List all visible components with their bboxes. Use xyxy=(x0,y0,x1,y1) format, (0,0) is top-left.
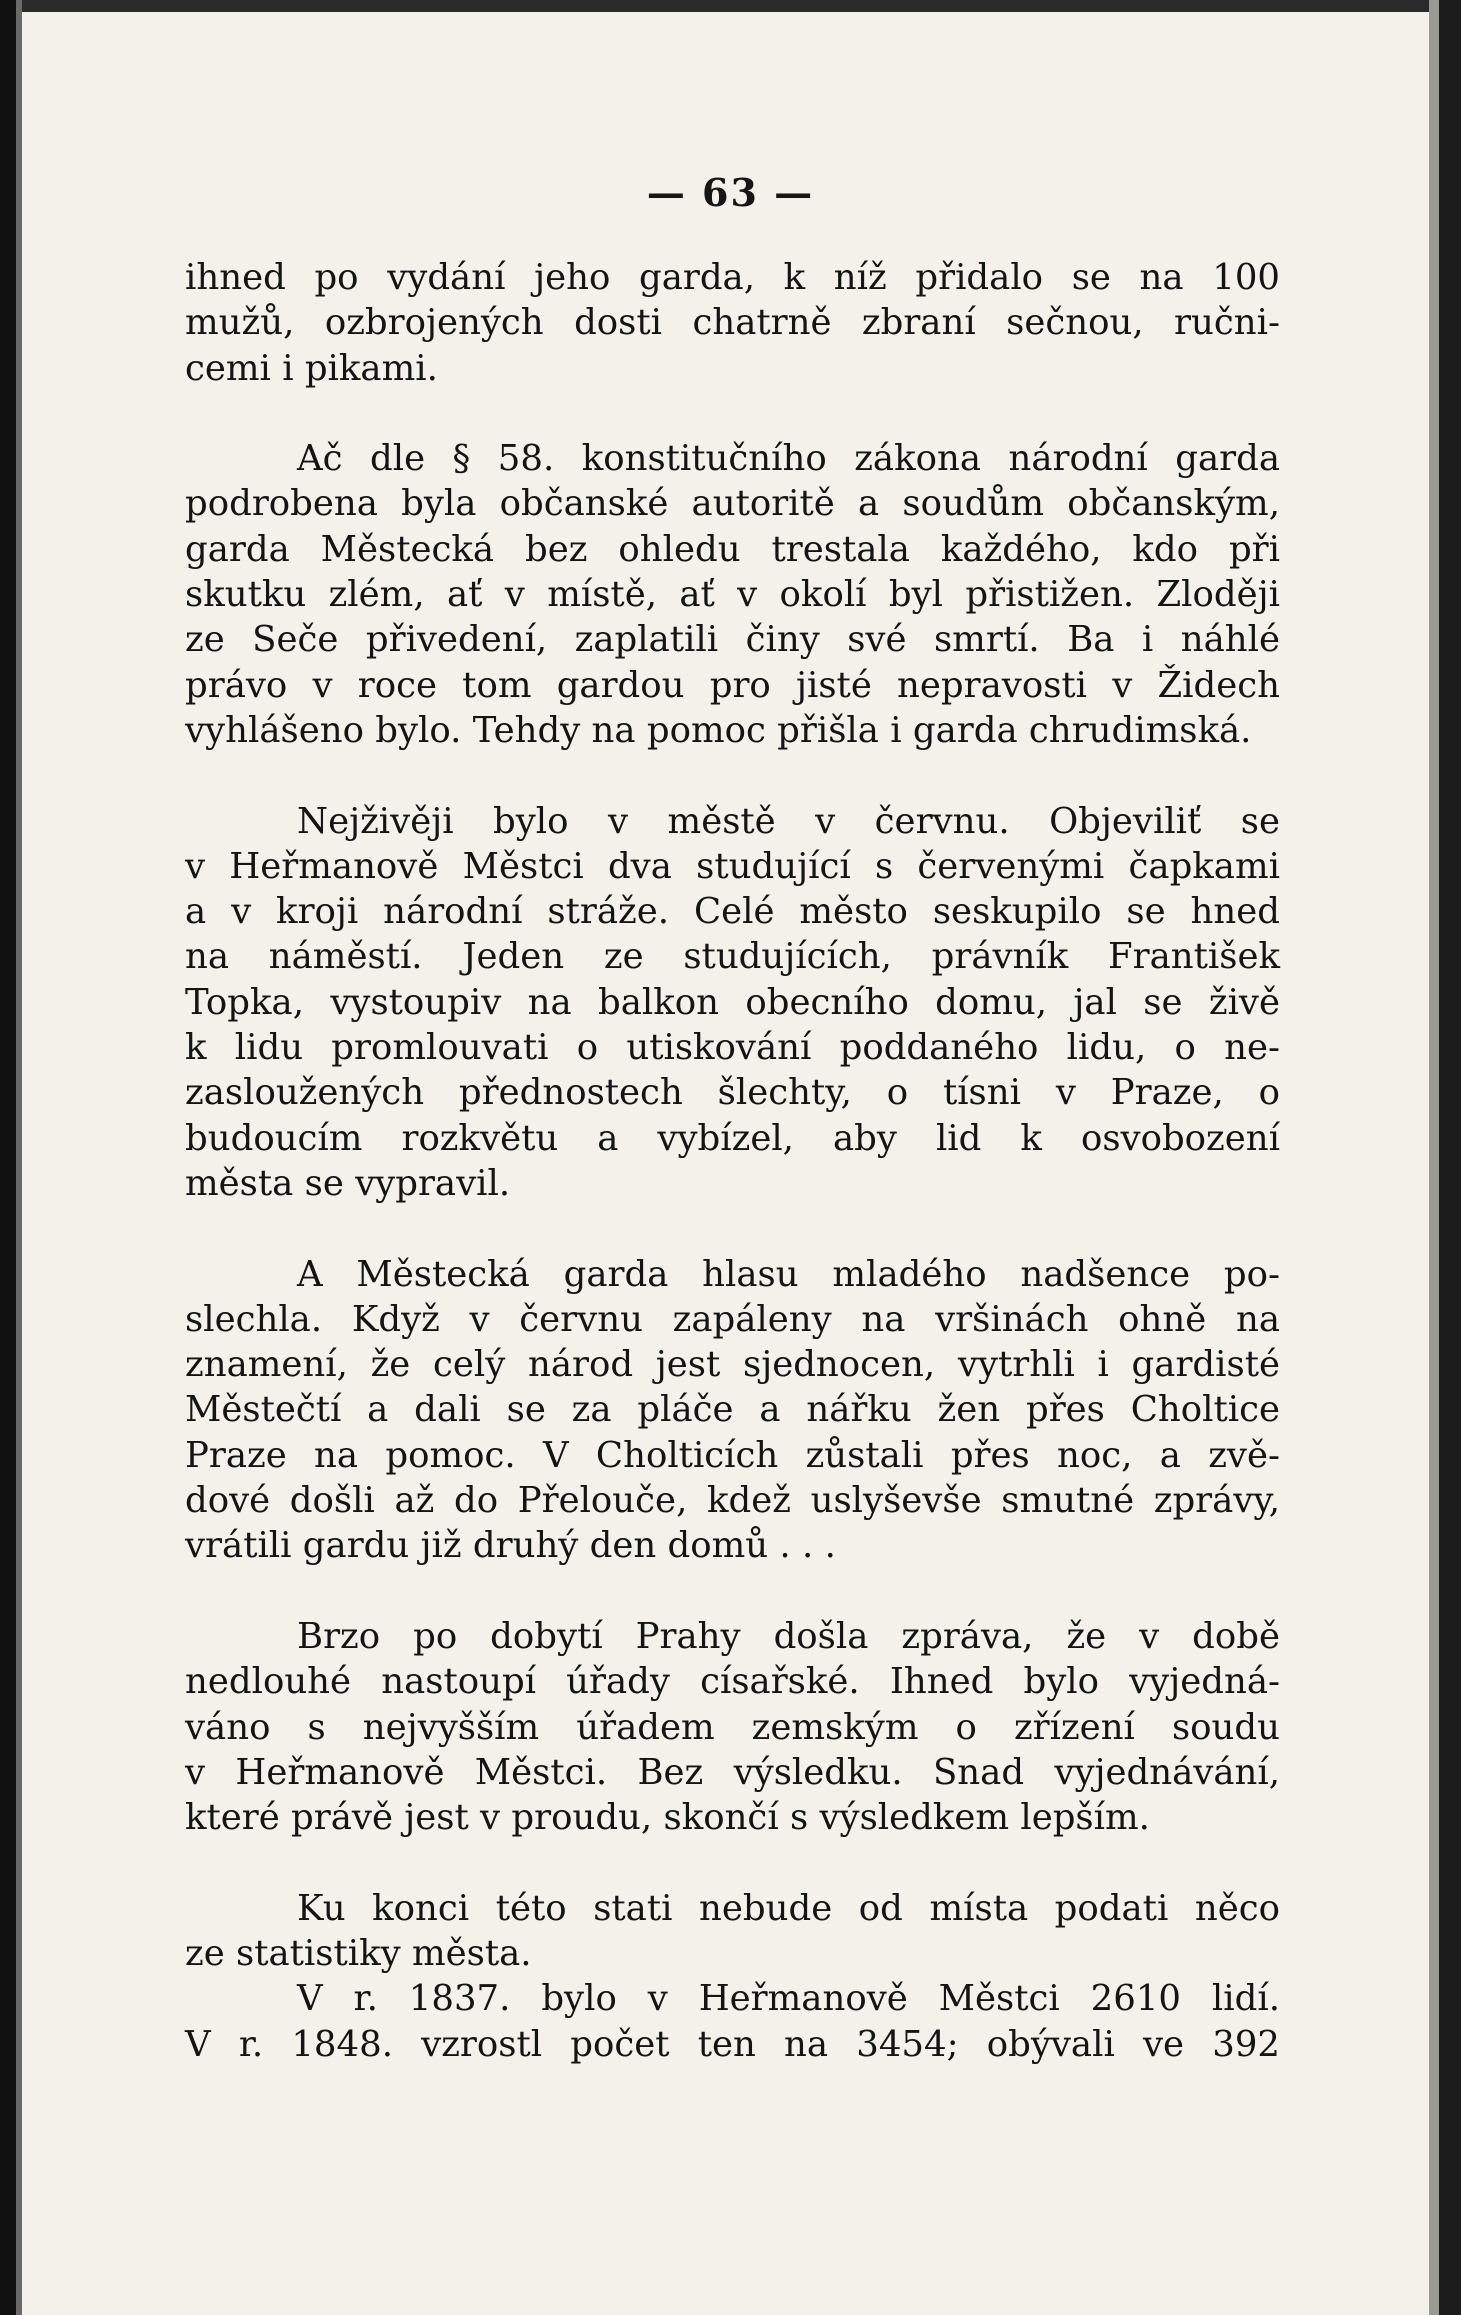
text-line: slechla. Když v červnu zapáleny na vršinách ohně na xyxy=(185,1298,1280,1340)
scan-left-edge xyxy=(0,0,16,2315)
text-line: vrátili gardu již druhý den domů . . . xyxy=(185,1525,836,1567)
text-line: Nejživěji bylo v městě v červnu. Objeviliť se xyxy=(297,800,1280,842)
text-line: skutku zlém, ať v místě, ať v okolí byl přistižen. Zloději xyxy=(185,574,1280,616)
text-line: ze statistiky města. xyxy=(185,1932,532,1974)
text-line: Brzo po dobytí Prahy došla zpráva, že v době xyxy=(297,1615,1280,1657)
text-line: podrobena byla občanské autoritě a soudům občanským, xyxy=(185,483,1280,525)
scan-right-edge xyxy=(1439,0,1461,2315)
text-line: města se vypravil. xyxy=(185,1162,511,1204)
text-line: zasloužených přednostech šlechty, o tísni v Praze, o xyxy=(185,1072,1280,1114)
paragraph xyxy=(185,436,1280,753)
text-line: mužů, ozbrojených dosti chatrně zbraní sečnou, ručni- xyxy=(185,302,1280,344)
body-text xyxy=(185,255,1280,2067)
text-line: a v kroji národní stráže. Celé město seskupilo se hned xyxy=(185,891,1280,933)
text-line: Ač dle § 58. konstitučního zákona národní garda xyxy=(297,438,1280,480)
text-line: Topka, vystoupiv na balkon obecního domu, jal se živě xyxy=(185,981,1280,1023)
text-line: Městečtí a dali se za pláče a nářku žen přes Choltice xyxy=(185,1389,1280,1431)
page-number: — 63 — xyxy=(646,170,815,215)
scan-top-edge xyxy=(0,0,1461,12)
text-line: na náměstí. Jeden ze studujících, právník František xyxy=(185,936,1280,978)
text-line: dové došli až do Přelouče, kdež uslyševše smutné zprávy, xyxy=(185,1480,1280,1522)
scan-right-shadow xyxy=(1429,0,1439,2315)
text-line: nedlouhé nastoupí úřady císařské. Ihned bylo vyjedná- xyxy=(185,1661,1280,1703)
text-line: V r. 1837. bylo v Heřmanově Městci 2610 lidí. xyxy=(297,1978,1280,2020)
text-line: V r. 1848. vzrostl počet ten na 3454; obývali ve 392 xyxy=(185,2023,1280,2065)
text-line: k lidu promlouvati o utiskování poddaného lidu, o ne- xyxy=(185,1027,1280,1069)
text-line: cemi i pikami. xyxy=(185,347,438,389)
text-line: v Heřmanově Městci dva studující s červenými čapkami xyxy=(185,845,1280,887)
text-line: Ku konci této stati nebude od místa podati něco xyxy=(297,1887,1280,1929)
paragraph xyxy=(185,1886,1280,1977)
paragraph-continuation xyxy=(185,255,1280,391)
text-line: A Městecká garda hlasu mladého nadšence po- xyxy=(297,1253,1280,1295)
text-line: vyhlášeno bylo. Tehdy na pomoc přišla i garda chrudimská. xyxy=(185,709,1252,751)
text-line: Praze na pomoc. V Cholticích zůstali přes noc, a zvě- xyxy=(185,1434,1280,1476)
text-line: ze Seče přivedení, zaplatili činy své smrtí. Ba i náhlé xyxy=(185,619,1280,661)
paragraph xyxy=(185,1976,1280,2067)
text-line: v Heřmanově Městci. Bez výsledku. Snad vyjednávání, xyxy=(185,1751,1280,1793)
scan-left-shadow xyxy=(16,0,22,2315)
paragraph xyxy=(185,1614,1280,1840)
paragraph xyxy=(185,1252,1280,1569)
text-line: které právě jest v proudu, skončí s výsledkem lepším. xyxy=(185,1797,1150,1839)
text-line: váno s nejvyšším úřadem zemským o zřízení soudu xyxy=(185,1706,1280,1748)
text-line: garda Městecká bez ohledu trestala každého, kdo při xyxy=(185,528,1280,570)
text-line: právo v roce tom gardou pro jisté nepravosti v Židech xyxy=(185,664,1280,706)
text-line: ihned po vydání jeho garda, k níž přidalo se na 100 xyxy=(185,257,1280,298)
text-line: znamení, že celý národ jest sjednocen, vytrhli i gardisté xyxy=(185,1344,1280,1386)
text-line: budoucím rozkvětu a vybízel, aby lid k osvobození xyxy=(185,1117,1280,1159)
paragraph xyxy=(185,799,1280,1207)
